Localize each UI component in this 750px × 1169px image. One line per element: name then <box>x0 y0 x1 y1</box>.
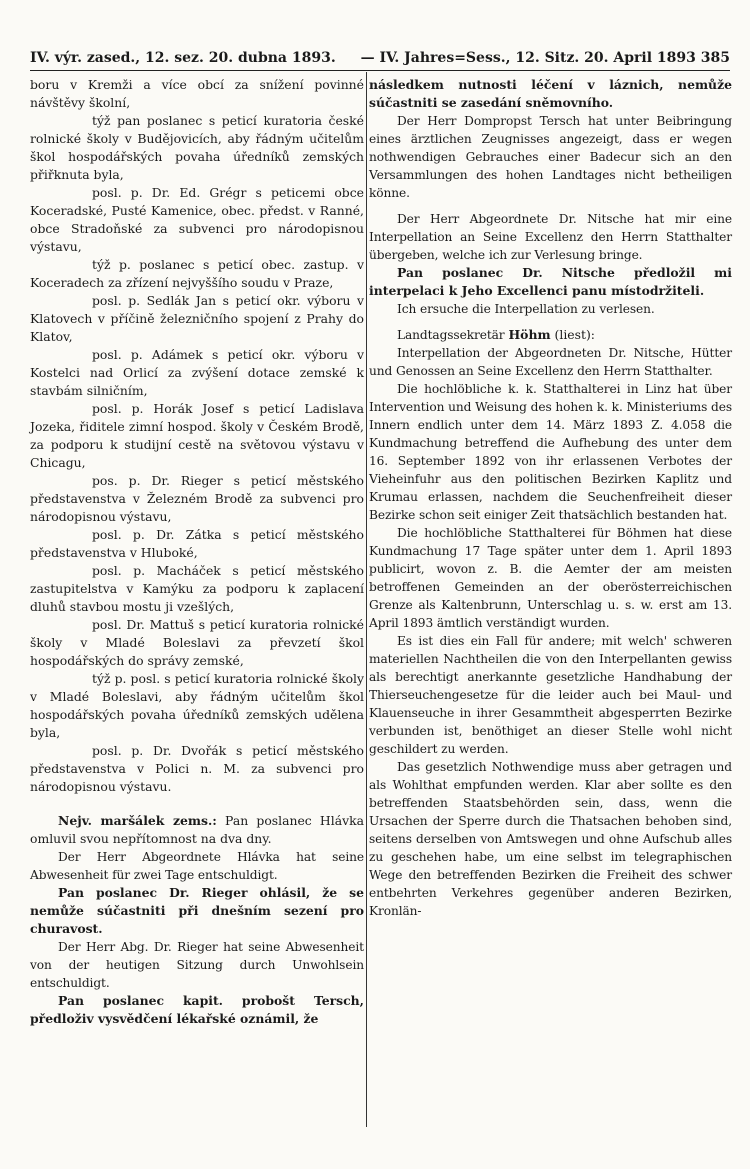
petition-paragraph: posl. p. Adámek s peticí okr. výboru v Kostelci nad Orlicí za zvýšení dotace zemské k stavbám silničním, <box>30 347 364 398</box>
secretary-line <box>369 326 732 344</box>
czech-paragraph: následkem nutnosti léčení v láznich, nemůže súčastniti se zasedání sněmovního. <box>369 77 732 110</box>
secretary-label: Landtagssekretär <box>397 328 505 342</box>
left-column <box>30 76 364 1028</box>
petition-paragraph: boru v Kremži a více obcí za snížení povinné návštěvy školní, <box>30 77 364 110</box>
petition-paragraph: posl. p. Dr. Ed. Grégr s peticemi obce Koceradské, Pusté Kamenice, obec. předst. v Ranné, obce Stradoňské za subvenci pro národopisnou výstavu, <box>30 185 364 254</box>
german-paragraph: Der Herr Abg. Dr. Rieger hat seine Abwesenheit von der heutigen Sitzung durch Unwohlsein entschuldigt. <box>30 940 364 990</box>
petition-paragraph: posl. p. Dr. Zátka s peticí městského představenstva v Hluboké, <box>30 527 364 560</box>
petition-paragraph: posl. p. Horák Josef s peticí Ladislava Jozeka, řiditele zimní hospod. školy v Českém Brodě, za podporu k studijní cestě na světovou výstavu v Chicagu, <box>30 401 364 470</box>
header-german: — IV. Jahres=Sess., 12. Sitz. 20. April 1893 385 <box>360 50 730 66</box>
czech-paragraph: Pan poslanec kapit. probošt Tersch, předloživ vysvědčení lékařské oznámil, že <box>30 993 364 1026</box>
german-paragraph: Interpellation der Abgeordneten Dr. Nitsche, Hütter und Genossen an Seine Excellenz den Herrn Statthalter. <box>369 346 732 378</box>
german-paragraph: Die hochlöbliche Statthalterei für Böhmen hat diese Kundmachung 17 Tage später unter dem 1. April 1893 publicirt, wovon z. B. die Aemter der am meisten betroffenen Gemeinden an der oberösterreichischen Grenze als Kaltenbrunn, Unterschlag u. s. w. erst am 13. April 1893 ämtlich verständigt wurden. <box>369 526 732 630</box>
petition-paragraph: posl. p. Sedlák Jan s peticí okr. výboru v Klatovech v příčině železničního spojení z Prahy do Klatov, <box>30 293 364 344</box>
german-paragraph: Es ist dies ein Fall für andere; mit welch' schweren materiellen Nachtheilen die von den Interpellanten gewiss als berechtigt anerkannte gesetzliche Handhabung der Thierseuchengesetze für die leider auch bei Maul- und Klauenseuche in ihrer Gesammtheit abgesperrten Bezirke verbunden ist, benöthiget an dieser Stelle wohl nicht geschildert zu werden. <box>369 634 732 756</box>
petition-paragraph: posl. Dr. Mattuš s peticí kuratoria rolnické školy v Mladé Boleslavi za převzetí škol hospodářských do správy zemské, <box>30 617 364 668</box>
petition-paragraph: posl. p. Dr. Dvořák s peticí městského představenstva v Polici n. M. za subvenci pro národopisnou výstavu. <box>30 743 364 794</box>
speaker-text: Pan poslanec Hlávka omluvil svou nepřítomnost na dva dny. <box>30 813 364 846</box>
german-paragraph: Ich ersuche die Interpellation zu verlesen. <box>397 302 655 316</box>
german-paragraph: Das gesetzlich Nothwendige muss aber getragen und als Wohlthat empfunden werden. Klar aber sollte es den betreffenden Staatsbehörden sein, dass, wenn die Ursachen der Sperre durch die Thatsachen behoben sind, seitens derselben von Amtswegen und ohne Aufschub alles zu geschehen habe, um eine selbst im telegraphischen Wege den betreffenden Bezirken die Freiheit des schwer entbehrten Verkehres gegenüber anderen Bezirken, Kronlän- <box>369 760 732 918</box>
secretary-tail: (liest): <box>554 327 595 342</box>
petition-paragraph: posl. p. Macháček s peticí městského zastupitelstva v Kamýku za podporu k zaplacení dluhů stavbou mostu ji vzešlých, <box>30 563 364 614</box>
german-paragraph: Der Herr Dompropst Tersch hat unter Beibringung eines ärztlichen Zeugnisses angezeigt, dass er wegen nothwendigen Gebrauches einer Badecur sich an den Versammlungen des hohen Landtages nicht betheiligen könne. <box>369 114 732 200</box>
speaker-paragraph <box>30 812 364 848</box>
german-paragraph: Der Herr Abgeordnete Dr. Nitsche hat mir eine Interpellation an Seine Excellenz den Herrn Statthalter übergeben, welche ich zur Verlesung bringe. <box>369 212 732 262</box>
petition-paragraph: týž pan poslanec s peticí kuratoria české rolnické školy v Budějovicích, aby řádným učitelům škol hospodářských povaha úředníků zemských přiřknuta byla, <box>30 113 364 182</box>
petition-paragraph: pos. p. Dr. Rieger s peticí městského představenstva v Železném Brodě za subvenci pro národopisnou výstavu, <box>30 473 364 524</box>
right-column <box>369 76 732 920</box>
petition-paragraph: týž p. posl. s peticí kuratoria rolnické školy v Mladé Boleslavi, aby řádným učitelům škol hospodářských povaha úředníků zemských udělena byla, <box>30 671 364 740</box>
german-paragraph: Die hochlöbliche k. k. Statthalterei in Linz hat über Intervention und Weisung des hohen k. k. Ministeriums des Innern endlich unter dem 14. März 1893 Z. 4.058 die Kundmachung betreffend die Aufhebung des unter dem 16. September 1892 von ihr erlassenen Verbotes der Vieheinfuhr aus den politischen Bezirken Kaplitz und Krumau erlassen, nachdem die Seuchenfreiheit dieser Bezirke schon seit einiger Zeit thatsächlich bestanden hat. <box>369 382 732 522</box>
petition-paragraph: týž p. poslanec s peticí obec. zastup. v Koceradech za zřízení nejvyššího soudu v Praze, <box>30 257 364 290</box>
header-czech: IV. výr. zased., 12. sez. 20. dubna 1893. <box>30 50 336 66</box>
speaker-name: Nejv. maršálek zems.: <box>58 813 217 828</box>
secretary-name: Höhm <box>508 327 551 342</box>
czech-paragraph: Pan poslanec Dr. Nitsche předložil mi interpelaci k Jeho Excellenci panu místodržiteli. <box>369 265 732 298</box>
czech-paragraph: Pan poslanec Dr. Rieger ohlásil, že se nemůže súčastniti při dnešním sezení pro churavost. <box>30 885 364 936</box>
running-header <box>30 50 730 71</box>
german-paragraph: Der Herr Abgeordnete Hlávka hat seine Abwesenheit für zwei Tage entschuldigt. <box>30 850 364 882</box>
column-divider <box>366 72 367 1127</box>
